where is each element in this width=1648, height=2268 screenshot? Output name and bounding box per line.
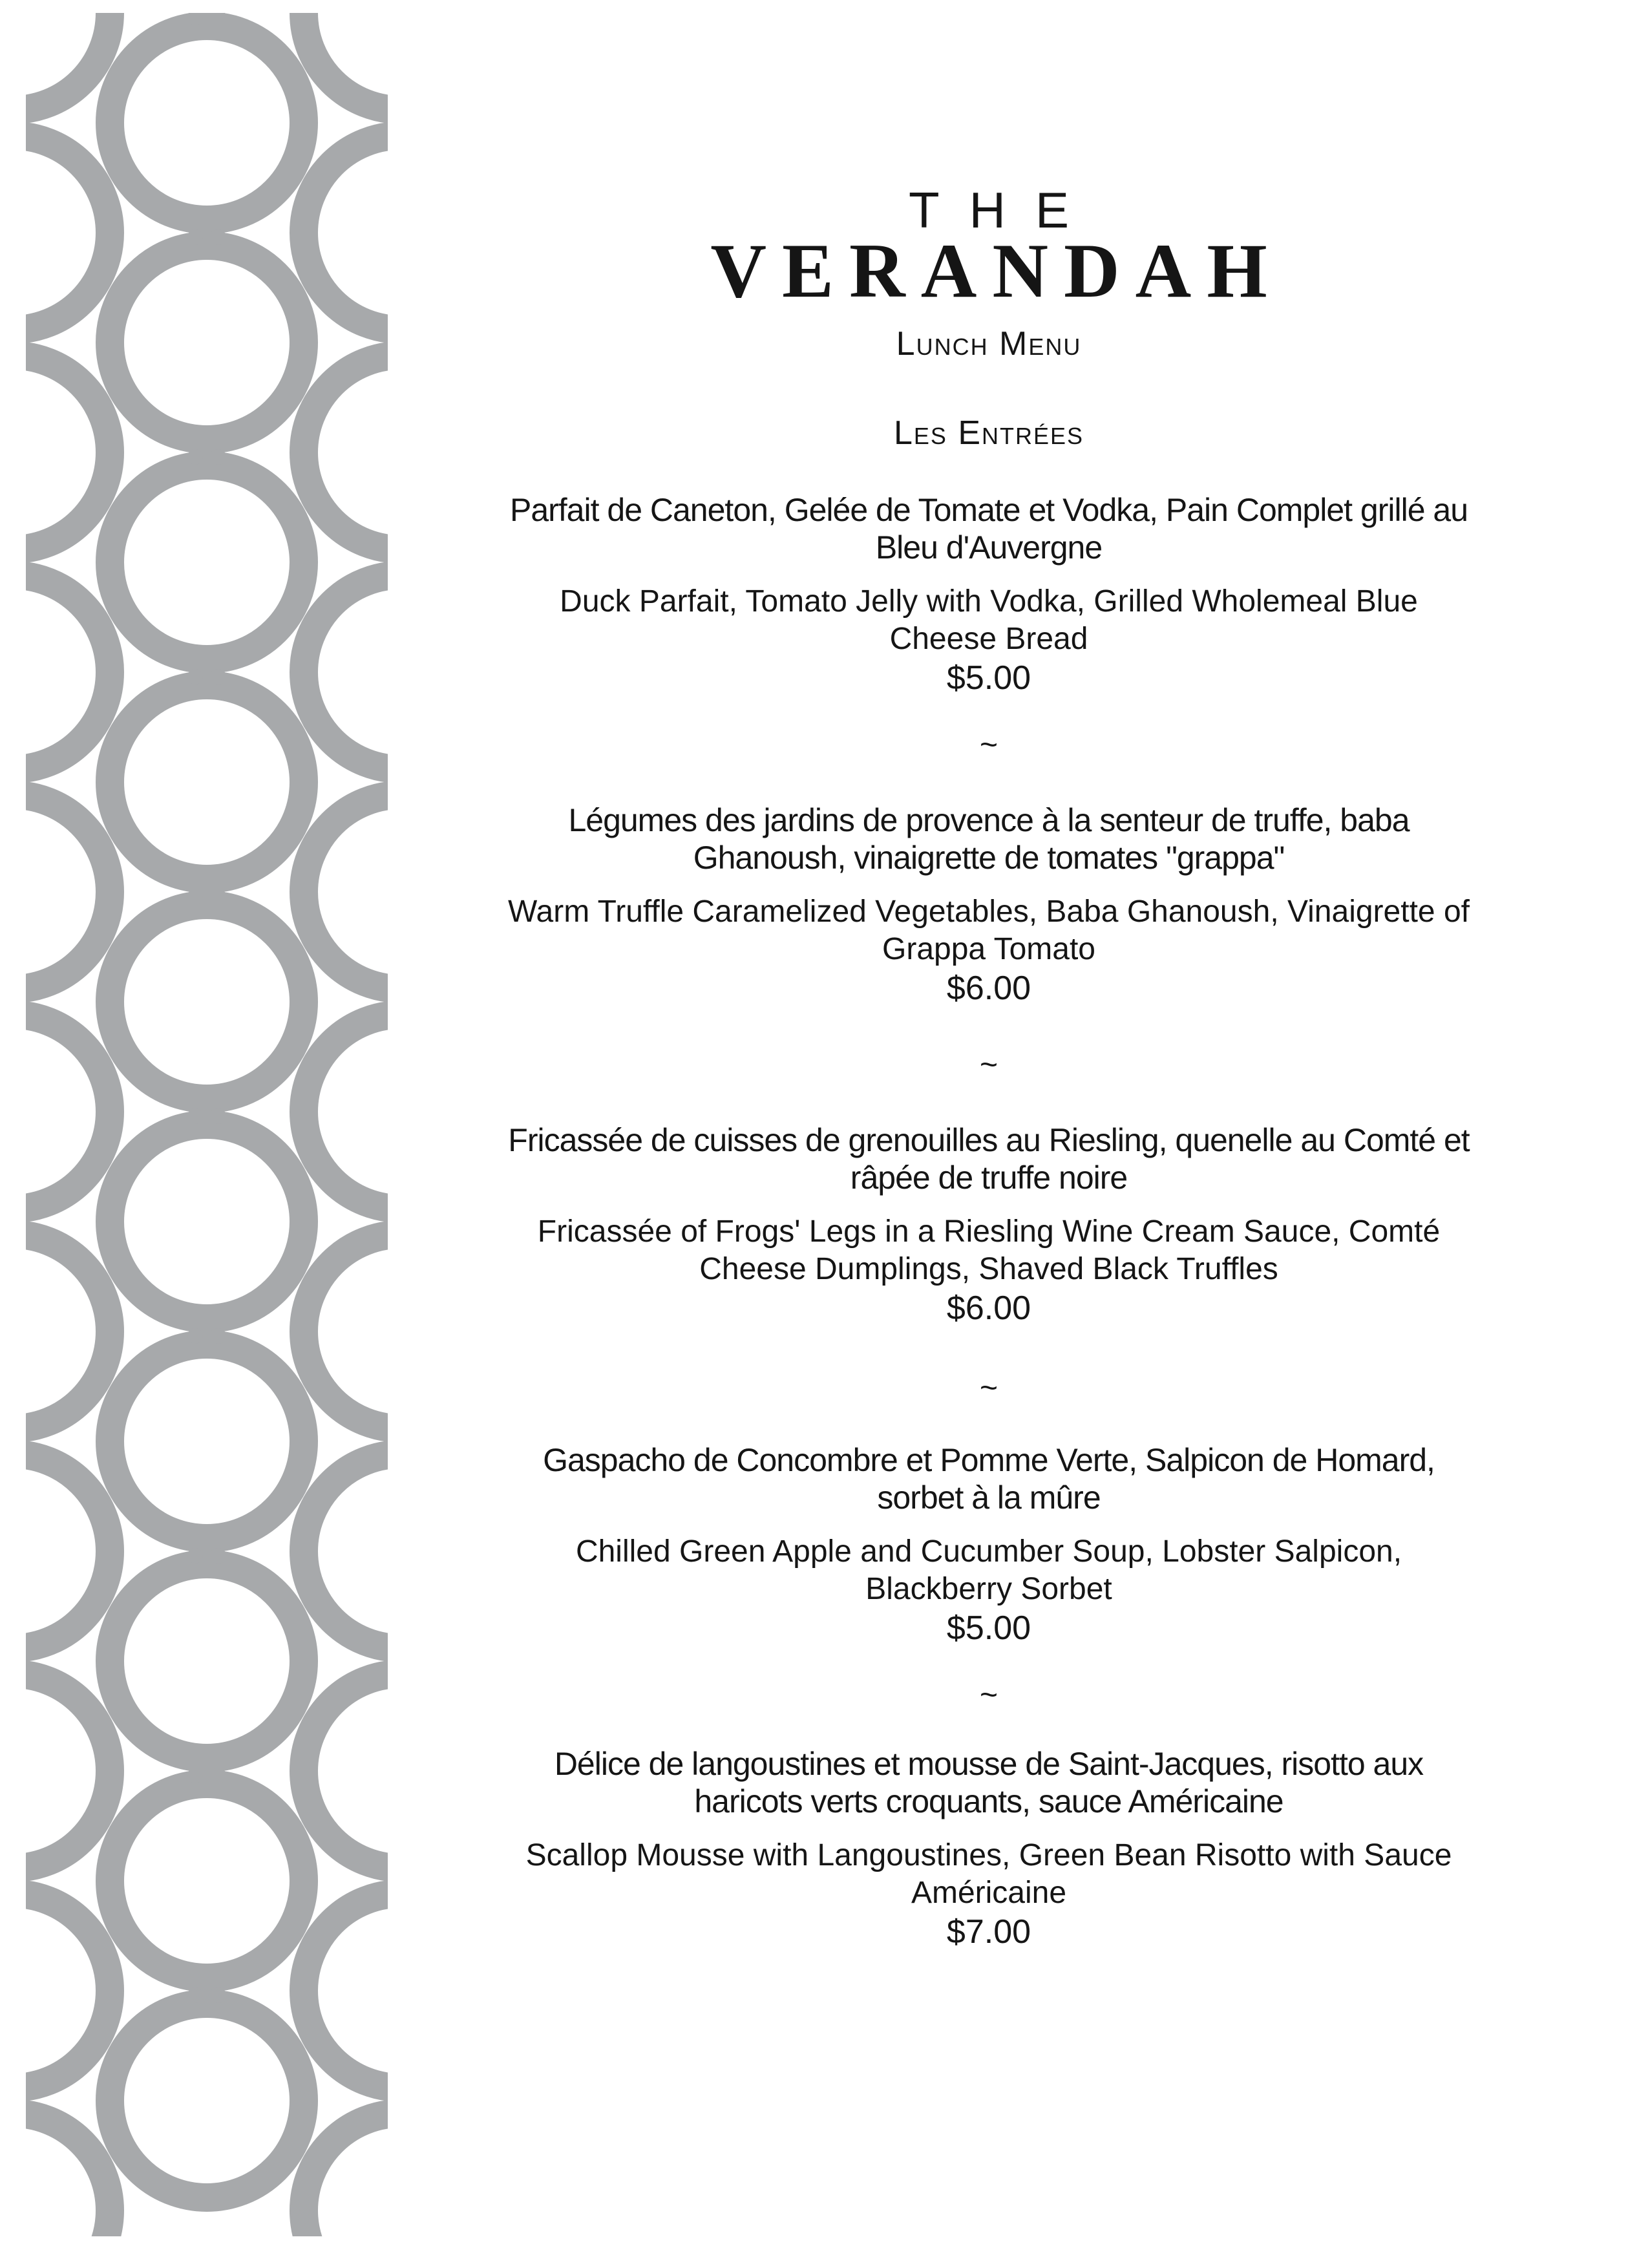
dish-price: $5.00 <box>946 659 1031 697</box>
dish-french-name: Parfait de Caneton, Gelée de Tomate et Vodka, Pain Complet grillé au Bleu d'Auvergne <box>509 492 1468 566</box>
dish-price: $6.00 <box>946 1289 1031 1327</box>
menu-subtitle: Lunch Menu <box>896 325 1082 363</box>
dish-separator: ~ <box>979 1048 998 1082</box>
dish-french-name: Délice de langoustines et mousse de Saint-Jacques, risotto aux haricots verts croquants, sauce Américaine <box>554 1746 1424 1819</box>
restaurant-name-prefix: THE <box>909 182 1099 238</box>
dish-3 <box>478 1121 1499 1328</box>
dish-english-name: Scallop Mousse with Langoustines, Green Bean Risotto with Sauce Américaine <box>525 1838 1452 1910</box>
dish-4 <box>478 1441 1499 1648</box>
dish-price: $5.00 <box>946 1609 1031 1647</box>
dish-english-name: Chilled Green Apple and Cucumber Soup, Lobster Salpicon, Blackberry Sorbet <box>575 1534 1402 1606</box>
dish-price: $7.00 <box>946 1913 1031 1951</box>
dish-french-name: Légumes des jardins de provence à la senteur de truffe, baba Ghanoush, vinaigrette de tomates "grappa" <box>568 802 1410 876</box>
dish-english-name: Fricassée of Frogs' Legs in a Riesling Wine Cream Sauce, Comté Cheese Dumplings, Shaved Black Truffles <box>537 1214 1441 1286</box>
decorative-ring-pattern <box>26 13 388 2236</box>
dish-2 <box>478 801 1499 1008</box>
dish-english-name: Warm Truffle Caramelized Vegetables, Baba Ghanoush, Vinaigrette of Grappa Tomato <box>508 895 1470 966</box>
restaurant-name: VERANDAH <box>710 228 1283 313</box>
dish-separator: ~ <box>979 728 998 762</box>
dish-5 <box>478 1745 1499 1952</box>
dish-french-name: Gaspacho de Concombre et Pomme Verte, Salpicon de Homard, sorbet à la mûre <box>543 1442 1435 1516</box>
dish-separator: ~ <box>979 1371 998 1405</box>
dish-separator: ~ <box>979 1678 998 1712</box>
dish-french-name: Fricassée de cuisses de grenouilles au Riesling, quenelle au Comté et râpée de truffe noire <box>508 1122 1470 1196</box>
dish-1 <box>478 491 1499 698</box>
pattern-rings <box>26 13 388 2236</box>
section-title: Les Entrées <box>893 414 1084 452</box>
dish-price: $6.00 <box>946 970 1031 1007</box>
dish-english-name: Duck Parfait, Tomato Jelly with Vodka, Grilled Wholemeal Blue Cheese Bread <box>560 584 1418 656</box>
